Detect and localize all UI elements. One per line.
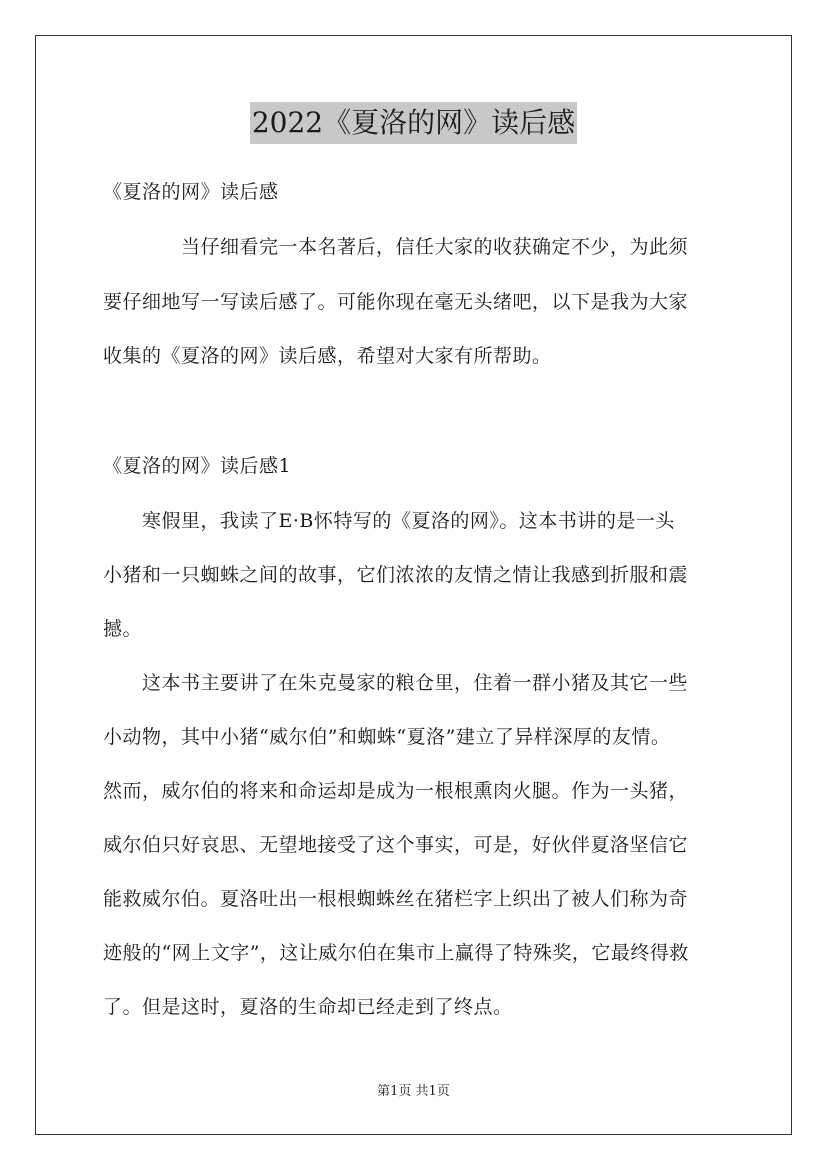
para2-line-6: 迹般的“网上文字”，这让威尔伯在集市上赢得了特殊奖，它最终得救 xyxy=(103,942,689,964)
para1-line-2: 小猪和一只蜘蛛之间的故事，它们浓浓的友情之情让我感到折服和震 xyxy=(103,564,689,586)
para2-line-5: 能救威尔伯。夏洛吐出一根根蜘蛛丝在猪栏字上织出了被人们称为奇 xyxy=(103,888,689,910)
para2-line-7: 了。但是这时，夏洛的生命却已经走到了终点。 xyxy=(103,996,513,1018)
para2-line-3: 然而，威尔伯的将来和命运却是成为一根根熏肉火腿。作为一头猪， xyxy=(103,780,689,802)
document-title: 2022《夏洛的网》读后感 xyxy=(250,102,577,144)
subtitle: 《夏洛的网》读后感 xyxy=(103,181,279,203)
intro-line-1: 当仔细看完一本名著后，信任大家的收获确定不少，为此须 xyxy=(181,236,689,258)
para1-line-3: 撼。 xyxy=(103,618,143,640)
section-heading: 《夏洛的网》读后感1 xyxy=(103,455,292,477)
para2-line-2: 小动物，其中小猪“威尔伯”和蜘蛛“夏洛”建立了异样深厚的友情。 xyxy=(103,726,671,748)
intro-line-2: 要仔细地写一写读后感了。可能你现在毫无头绪吧，以下是我为大家 xyxy=(103,291,689,313)
page-footer: 第1页 共1页 xyxy=(377,1084,450,1099)
para2-line-4: 威尔伯只好哀思、无望地接受了这个事实，可是，好伙伴夏洛坚信它 xyxy=(103,834,689,856)
para1-line-1: 寒假里，我读了E·B怀特写的《夏洛的网》。这本书讲的是一头 xyxy=(142,510,675,532)
intro-line-3: 收集的《夏洛的网》读后感，希望对大家有所帮助。 xyxy=(103,345,552,367)
para2-line-1: 这本书主要讲了在朱克曼家的粮仓里，住着一群小猪及其它一些 xyxy=(142,672,689,694)
document-title-wrap xyxy=(0,102,827,144)
